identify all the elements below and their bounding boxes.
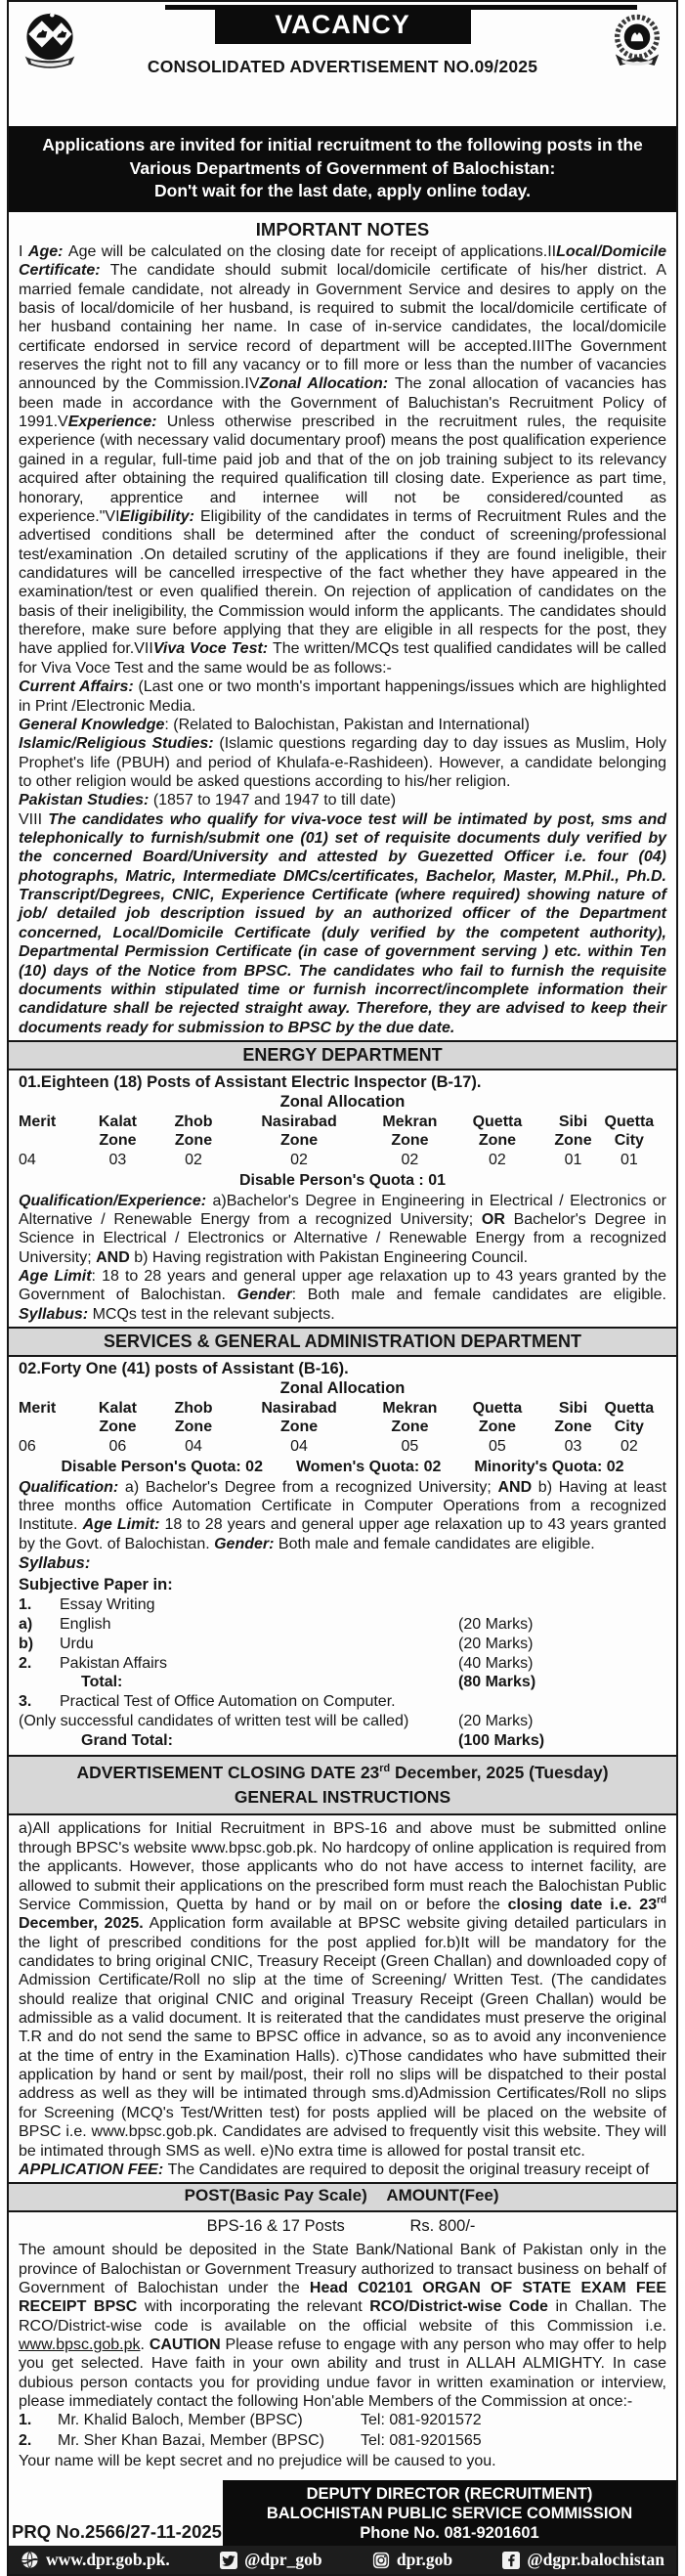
post-1-qualification: Qualification/Experience: a)Bachelor's Degree in Engineering in Electrical / Electronics or Alternative / Renewable Energy from a recognized University; OR Bachelor's Degree in Science in Electrical / Electronics or Alternative / Renewable Energy from a recognized University; AND b) Having registration with Pakistan Engineering Council. (19, 1192, 667, 1266)
footer-social-item (220, 2550, 322, 2570)
signatory-title: DEPUTY DIRECTOR (RECRUITMENT) (306, 2485, 593, 2504)
zonal-value-cell: 04 (290, 1437, 308, 1455)
zonal-value-cell: 06 (19, 1437, 36, 1455)
syllabus-row-label: English (60, 1615, 111, 1633)
fee-amount-value: Rs. 800/- (409, 2217, 476, 2236)
advertisement-number: CONSOLIDATED ADVERTISEMENT NO.09/2025 (147, 57, 538, 76)
member-number: 2. (19, 2432, 32, 2450)
footer-social-item (502, 2550, 664, 2570)
zonal-value-cell: 04 (185, 1437, 202, 1455)
documents-note: VIII The candidates who qualify for viva-voce test will be intimated by post, sms and telephonically to furnish/submit one (01) set of requisite documents duly verified by the concerned Board/University and attested by Guezetted Officer i.e. four (04) photographs, Matric, Intermediate DMCs/certificates, Bachelor, Master, M.Phil., Ph.D. Transcript/Degrees, CNIC, Experience Certificate (where required) showing nature of job/ detailed job description issued by an authorized officer of the Department concerned, Local/Domicile Certificate (duly verified by the competent authority), Departmental Permission Certificate (in case of government serving ) etc. within Ten (10) days of the Notice from BPSC. The candidates who fail to furnish the requisite documents within stipulated time or furnish incorrect/incomplete information their candidature shall be rejected straight away. Therefore, they are advised to keep their documents ready for submission to BPSC by the due date. (19, 810, 666, 1036)
zonal-value-cell: 02 (290, 1151, 308, 1168)
syllabus-row (19, 1615, 666, 1635)
bottom-row (9, 2480, 676, 2546)
zonal-header-cell: Zhob Zone (174, 1400, 213, 1435)
syllabus-row (19, 1731, 666, 1751)
facebook-icon (502, 2552, 520, 2569)
intro-banner (9, 126, 676, 212)
amount-deposit-note: The amount should be deposited in the State Bank/National Bank of Pakistan only in the province of Balochistan or Government Treasury authorized to transact business on behalf of Government of Balochistan under the Head C02101 ORGAN OF STATE EXAM FEE RECEIPT BPSC with incorporating the relevant RCO/District-wise Code in Challan. The RCO/District-wise code is available on the official website of this Commission i.e. www.bpsc.gob.pk. CAUTION Please refuse to engage with any person who may offer to help you get selected. Have faith in your own ability and trust in ALLAH ALMIGHTY. In case dubious person contacts you for providing undue favor in written examination or interview, please immediately contact the following Hon'able Members of the Commission at once:- (19, 2242, 667, 2411)
footer-social-text: dpr.gob (396, 2550, 453, 2570)
fee-amount-header: AMOUNT(Fee) (386, 2186, 499, 2205)
syllabus-row-label: (Only successful candidates of written test will be called) (19, 1713, 409, 1730)
payment-section (9, 2241, 676, 2470)
zonal-value-cell: 01 (564, 1151, 582, 1168)
syllabus-row-marks: (40 Marks) (458, 1654, 534, 1672)
general-instructions-text: a)All applications for Initial Recruitment in BPS-16 and above must be submitted online through BPSC's website www.bpsc.gob.pk. No hardcopy of online application is required from the applicants. However, those applicants who do not have access to internet facility, are allowed to submit their applications on the prescribed form must reach the Balochistan Public Service Commission, Quetta by hand or by mail on or before the closing date i.e. 23rd December, 2025. Application form available at BPSC website giving detailed particulars in the light of prescribed conditions for the post applied for.b)It will be mandatory for the candidates to bring original CNIC, Treasury Receipt (Green Challan) and downloaded copy of Admission Certificate/Roll no slip at the time of Screening/ Written Test. (The candidates should realize that original CNIC and original Treasury Receipt (Green Challan) would be admissible as a valid document. It is reiterated that the candidates must preserve the original T.R and do not send the same to BPSC office in advance, so as to avoid any inconvenience at the time of entry in the Examination Halls). c)Those candidates who have submitted their application by hand or sent by mail/post, their roll no slips will be dispatched to their postal address as well as they will be intimated through sms.d)Admission Certificates/Roll no slips for Screening (MCQ's Test/Written test) for posts applied will be placed on the website of BPSC i.e. www.bpsc.gob.pk. Candidates are advised to frequently visit this website. They will be intimated through SMS as well. e)No extra time is allowed for postal transit etc. (19, 1820, 667, 2160)
syllabus-row-label: Total: (81, 1674, 123, 1691)
zonal-value-cell: 05 (489, 1437, 506, 1455)
zonal-value-cell: 02 (401, 1151, 419, 1168)
footer-social-text: @dgpr.balochistan (527, 2550, 664, 2570)
secrecy-note: Your name will be kept secret and no prejudice will be caused to you. (19, 2453, 496, 2470)
zonal-value-cell: 05 (401, 1437, 419, 1455)
quota-item: Women's Quota: 02 (295, 1458, 442, 1475)
important-notes-heading: IMPORTANT NOTES (255, 218, 430, 240)
bpsc-crest-logo-icon (21, 10, 78, 79)
zonal-value-cell: 02 (185, 1151, 202, 1168)
member-telephone: Tel: 081-9201565 (361, 2432, 482, 2450)
pakistan-studies-note: Pakistan Studies: (1857 to 1947 and 1947 to till date) (19, 792, 397, 809)
syllabus-table (19, 1595, 666, 1751)
zonal-header-cell: Quetta Zone (472, 1400, 523, 1435)
syllabus-row-marks: (100 Marks) (458, 1731, 545, 1749)
signature-box (223, 2480, 676, 2546)
syllabus-row-label: Practical Test of Office Automation on Computer. (60, 1693, 396, 1711)
important-notes-section (9, 219, 676, 1037)
signatory-phone: Phone No. 081-9201601 (360, 2523, 539, 2542)
zonal-header-row (19, 1113, 666, 1151)
syllabus-row-label: Grand Total: (81, 1731, 173, 1749)
current-affairs-note: Current Affairs: (Last one or two month's important happenings/issues which are highlighted in Print /Electronic Media. (19, 678, 666, 715)
member-number: 1. (19, 2412, 32, 2429)
commission-members-list (19, 2411, 666, 2452)
masthead (9, 5, 676, 126)
fee-post-value: BPS-16 & 17 Posts (206, 2217, 345, 2236)
post-2-qualification: Qualification: a) Bachelor's Degree from a recognized University; AND b) Having at least three months office Automation Certificate in Computer Operations from a recognized Institute. Age Limit: 18 to 28 years and general upper age relaxation up to 43 years granted by the Govt. of Balochistan. Gender: Both male and female candidates are eligible. (19, 1478, 667, 1552)
application-fee-line: APPLICATION FEE: The Candidates are required to deposit the original treasury receipt of (19, 2161, 650, 2178)
zonal-allocation-title-2: Zonal Allocation (279, 1379, 406, 1398)
instagram-icon (372, 2552, 390, 2569)
zonal-values-row (19, 1438, 666, 1457)
post-1-quota-line (19, 1172, 666, 1190)
intro-banner-line2: Don't wait for the last date, apply online today. (154, 181, 531, 201)
zonal-values-row (19, 1152, 666, 1170)
syllabus-row-number: 1. (19, 1596, 32, 1614)
syllabus-row-marks (458, 1692, 666, 1712)
syllabus-row (19, 1692, 666, 1712)
islamic-studies-note: Islamic/Religious Studies: (Islamic questions regarding day to day issues as Muslim, Holy Prophet's life (PBUH) and period of Khulafa-e-Rashideen). However, a candidate belonging to other religion would be asked questions according to his/her religion. (19, 735, 667, 790)
syllabus-row-marks: (20 Marks) (458, 1615, 534, 1633)
commission-member-row (19, 2431, 666, 2452)
prq-number: PRQ No.2566/27-11-2025 (12, 2521, 222, 2543)
zonal-value-cell: 03 (564, 1437, 582, 1455)
fee-table-row (9, 2215, 676, 2241)
dpr-footer-bar (9, 2546, 676, 2574)
department-band-sgad: SERVICES & GENERAL ADMINISTRATION DEPARTMENT (9, 1327, 676, 1357)
syllabus-row (19, 1654, 666, 1674)
dpr-crest-logo-icon (607, 12, 667, 79)
zonal-header-cell: Merit (19, 1113, 57, 1130)
fee-table-header (9, 2182, 676, 2212)
syllabus-label: Syllabus: (19, 1554, 91, 1573)
quota-item: Disable Person's Quota : 01 (239, 1171, 446, 1189)
syllabus-row-marks (458, 1595, 666, 1615)
syllabus-row-number: 2. (19, 1654, 32, 1672)
footer-social-item (372, 2550, 452, 2570)
general-instructions-heading: GENERAL INSTRUCTIONS (234, 1787, 451, 1808)
vacancy-title-box (215, 5, 471, 44)
quota-item: Minority's Quota: 02 (474, 1458, 624, 1475)
general-knowledge-note: General Knowledge: (Related to Balochistan, Pakistan and International) (19, 716, 530, 733)
syllabus-row-marks: (20 Marks) (458, 1713, 534, 1730)
post-1-section (9, 1073, 676, 1324)
syllabus-row (19, 1673, 666, 1692)
twitter-icon (220, 2552, 237, 2569)
closing-date-band (9, 1755, 676, 1816)
zonal-header-cell: Sibi Zone (554, 1400, 592, 1435)
fee-post-header: POST(Basic Pay Scale) (184, 2186, 367, 2205)
zonal-header-cell: Merit (19, 1400, 57, 1418)
post-1-age-gender: Age Limit: 18 to 28 years and general upper age relaxation up to 43 years granted by the Government of Balochistan. Gender: Both male and female candidates are eligible. Syllabus: MCQs test in the relevant subjects. (19, 1268, 667, 1323)
globe-icon (21, 2551, 39, 2569)
zonal-header-cell: Kalat Zone (98, 1400, 137, 1435)
syllabus-row-marks: (20 Marks) (458, 1635, 534, 1652)
vacancy-title: VACANCY (275, 9, 410, 39)
department-band-energy: ENERGY DEPARTMENT (9, 1040, 676, 1070)
zonal-value-cell: 06 (108, 1437, 127, 1455)
zonal-header-row (19, 1400, 666, 1437)
syllabus-row-number: b) (19, 1635, 34, 1652)
footer-social-text: @dpr_gob (244, 2550, 322, 2570)
syllabus-row-marks: (80 Marks) (458, 1674, 536, 1691)
quota-item: Disable Person's Quota: 02 (61, 1458, 263, 1475)
syllabus-row (19, 1712, 666, 1731)
member-telephone: Tel: 081-9201572 (361, 2412, 482, 2429)
syllabus-row-number: 3. (19, 1693, 32, 1711)
zonal-header-cell: Mekran Zone (382, 1400, 438, 1435)
intro-banner-line1: Applications are invited for initial recruitment to the following posts in the Various Departments of Government of Balochistan: (42, 135, 643, 178)
syllabus-row (19, 1595, 666, 1615)
member-name: Mr. Khalid Baloch, Member (BPSC) (58, 2412, 303, 2429)
zonal-header-cell: Kalat Zone (98, 1113, 137, 1149)
syllabus-row-label: Pakistan Affairs (60, 1654, 167, 1672)
post-1-title: 01.Eighteen (18) Posts of Assistant Electric Inspector (B-17). (19, 1072, 482, 1091)
zonal-value-cell: 01 (620, 1151, 638, 1168)
syllabus-row (19, 1635, 666, 1654)
zonal-header-cell: Quetta City (604, 1113, 655, 1149)
signatory-org: BALOCHISTAN PUBLIC SERVICE COMMISSION (266, 2504, 633, 2522)
post-2-title: 02.Forty One (41) posts of Assistant (B-16). (19, 1360, 349, 1378)
zonal-value-cell: 02 (489, 1151, 506, 1168)
footer-social-text: www.dpr.gob.pk. (46, 2550, 170, 2570)
zonal-header-cell: Nasirabad Zone (261, 1400, 337, 1435)
post-2-quota-line (19, 1459, 666, 1476)
member-name: Mr. Sher Khan Bazai, Member (BPSC) (58, 2432, 324, 2450)
bpsc-advertisement (7, 0, 678, 2576)
zonal-value-cell: 04 (19, 1151, 36, 1168)
commission-member-row (19, 2411, 666, 2431)
subjective-paper-label: Subjective Paper in: (19, 1575, 173, 1594)
post-2-section (9, 1360, 676, 1751)
zonal-value-cell: 02 (620, 1437, 638, 1455)
notes-paragraph: I Age: Age will be calculated on the closing date for receipt of applications.IILocal/Domicile Certificate: The candidate should submit local/domicile certificate of his/her district. A married female candidate, not already in Government Service and desires to apply on the basis of local/domicile of her husband, is required to submit the local/domicile certificate of her husband containing her name. In case of in-service candidates, the local/domicile certificate endorsed in service record of department will be accepted.IIIThe Government reserves the right not to fill any vacancy or to fill more or less than the number of vacancies announced by the Commission.IVZonal Allocation: The zonal allocation of vacancies has been made in accordance with the Government of Baluchistan's Recruitment Policy of 1991.VExperience: Unless otherwise prescribed in the recruitment rules, the requisite experience (with necessary valid documentary proof) means the post qualification experience gained in a regular, full-time paid job and that of the on job training subject to its relevancy acquired after obtaining the required qualification till closing date. Experience as part time, honorary, apprentice and internee will not be considered/counted as experience."VIEligibility: Eligibility of the candidates in terms of Recruitment Rules and the advertised conditions shall be determined after the conduct of screening/professional test/examination .On detailed scrutiny of the applications if they are found ineligible, their candidatures will be cancelled irrespective of the fact whether they have appeared in the examination/test or even qualified therein. On rejection of application of candidates on the basis of their ineligibility, the Commission would inform the applicants. The candidates should therefore, make sure before applying that they are eligible in all respects for the post, they have applied for.VIIViva Voce Test: The written/MCQs test qualified candidates will be called for Viva Voce Test and the same would be as follows:- (19, 242, 667, 677)
zonal-header-cell: Quetta City (604, 1400, 655, 1435)
footer-social-item (21, 2550, 170, 2570)
zonal-header-cell: Nasirabad Zone (261, 1113, 337, 1149)
closing-date-line: ADVERTISEMENT CLOSING DATE 23rd December, 2025 (Tuesday) (76, 1762, 609, 1782)
zonal-table-post-2 (19, 1400, 666, 1457)
syllabus-row-label: Essay Writing (60, 1596, 155, 1614)
zonal-table-post-1 (19, 1113, 666, 1170)
zonal-header-cell: Quetta Zone (472, 1113, 523, 1149)
zonal-header-cell: Sibi Zone (554, 1113, 592, 1149)
syllabus-row-label: Urdu (60, 1635, 94, 1652)
zonal-header-cell: Zhob Zone (174, 1113, 213, 1149)
zonal-header-cell: Mekran Zone (382, 1113, 438, 1149)
zonal-value-cell: 03 (108, 1151, 127, 1168)
syllabus-row-number: a) (19, 1615, 33, 1633)
zonal-allocation-title: Zonal Allocation (279, 1092, 406, 1111)
general-instructions-section (9, 1819, 676, 2179)
